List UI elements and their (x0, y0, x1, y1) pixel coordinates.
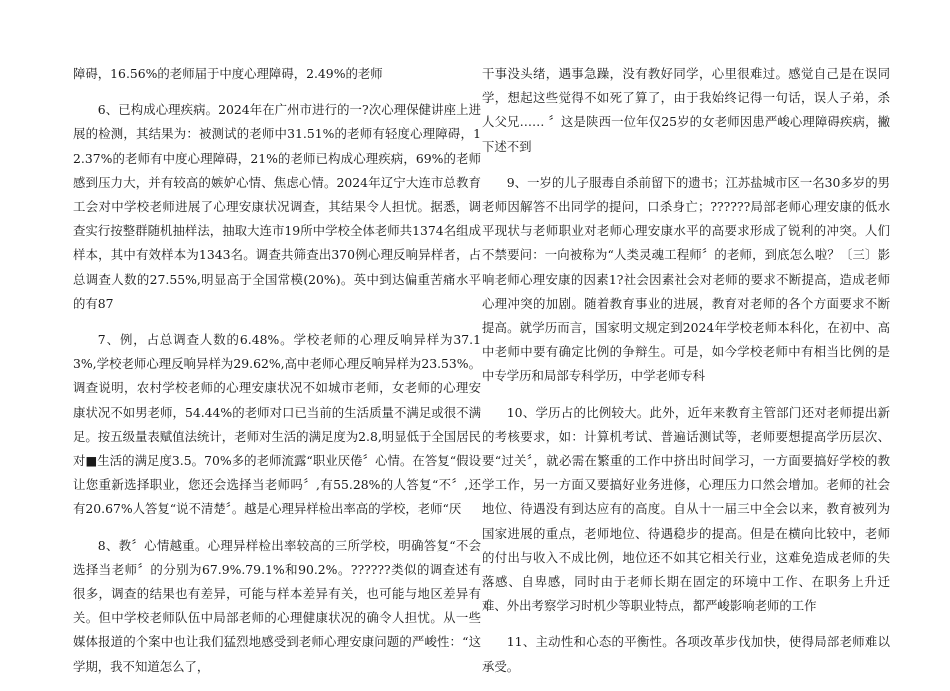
paragraph: 干事没头绪，遇事急躁，没有教好同学，心里很难过。感觉自己是在误同学，想起这些觉得不如死了算了，由于我始终记得一句话，误人子弟，杀人父兄…… 〞这是陕西一位年仅25岁的女老师因患严峻心理障碍疾病，撇下述不到 (482, 66, 890, 154)
paragraph: 障碍，16.56%的老师届于中度心理障碍，2.49%的老师 (73, 66, 383, 81)
paragraph: 6、已构成心理疾病。2024年在广州市进行的一?次心理保健讲座上进展的检测，其结果为：被测试的老师中31.51%的老师有轻度心理障碍，12.37%的老师有中度心理障碍，21%的老师已构成心理疾病，69%的老师感到压力大，并有较高的嫉妒心情、焦虑心情。2024年辽宁大连市总教育工会对中学校老师进展了心理安康状况调查，其结果令人担忧。据悉，调查实行按整群随机抽样法，抽取大连市19所中学校全体老师共1374名组成样本，其中有效样本为1343名。调查共筛查出370例心理反响异样者，占总调查人数的27.55%,明显高于全国常模(20%)。英中到达偏重苦痛水平的有87 (73, 102, 481, 311)
paragraph: 11、主动性和心态的平衡性。各项改革步伐加快，使得局部老师难以承受。 (482, 634, 890, 674)
right-text-column (482, 62, 890, 691)
left-text-column (73, 62, 481, 691)
paragraph: 8、教〞心情越重。心理异样检出率较高的三所学校，明确答复“不会选择当老师〞的分别为67.9%.79.1%和90.2%。??????类似的调查述有很多，调查的结果也有差异，可能与样本差异有关，也可能与地区差异有关。但中学校老师队伍中局部老师的心理健康状况的确令人担忧。从一些媒体报道的个案中也让我们猛烈地感受到老师心理安康问题的严峻性：“这学期，我不知道怎么了， (73, 537, 481, 674)
paragraph: 10、学历占的比例较大。此外，近年来教育主管部门还对老师提出新的考核要求，如：计算机考试、普遍话测试等，老师要想提高学历层次、要“过关〞，就必需在繁重的工作中挤出时间学习，一方面要搞好学校的教学工作，另一方面又要搞好业务进修，心理压力口然会增加。老师的社会地位、待遇没有到达应有的高度。自从十一届三中全会以来，教育被列为国家进展的重点，老师地位、待遇稳步的提高。但是在横向比较中，老师的付出与收入不成比例，地位还不如其它相关行业，这难免造成老师的失落感、自卑感，同时由于老师长期在固定的环境中工作、在职务上升迁难、外出考察学习时机少等职业特点，都严峻影响老师的工作 (482, 404, 890, 614)
paragraph: 9、一岁的儿子服毒自杀前留下的遗书；江苏盐城市区一名30多岁的男老师因解答不出同学的提问，口杀身亡；??????局部老师心理安康的低水平现状与老师职业对老师心理安康水平的高要求形成了锐利的冲突。人们不禁要问：一向被称为“人类灵魂工程师〞的老师，到底怎么啦？〔三〕影响老师心理安康的因素1?社会因素社会对老师的要求不断提高，造成老师心理冲突的加剧。随着教育事业的进展，教育对老师的各个方面要求不断提高。就学历而言，国家明文规定到2024年学校老师本科化，在初中、高中老师中要有确定比例的争辩生。可是，如今学校老师中有相当比例的是中专学历和局部专科学历，中学老师专科 (482, 174, 890, 384)
paragraph: 7、例，占总调查人数的6.48%。学校老师的心理反响异样为37.13%,学校老师心理反响异样为29.62%,高中老师心理反响异样为23.53%。调查说明，农村学校老师的心理安康状况不如城市老师，女老师的心理安康状况不如男老师，54.44%的老师对口已当前的生活质量不满足或很不满足。按五级量表赋值法统计，老师对生活的满足度为2.8,明显低于全国居民对■生活的满足度3.5。70%多的老师流露“职业厌倦〞心情。在答复“假设让您重新选择职业，您还会选择当老师吗〞,有55.28%的人答复“不〞,还有20.67%人答复“说不清楚〞。越是心理异样检出率高的学校，老师“厌 (73, 332, 481, 517)
